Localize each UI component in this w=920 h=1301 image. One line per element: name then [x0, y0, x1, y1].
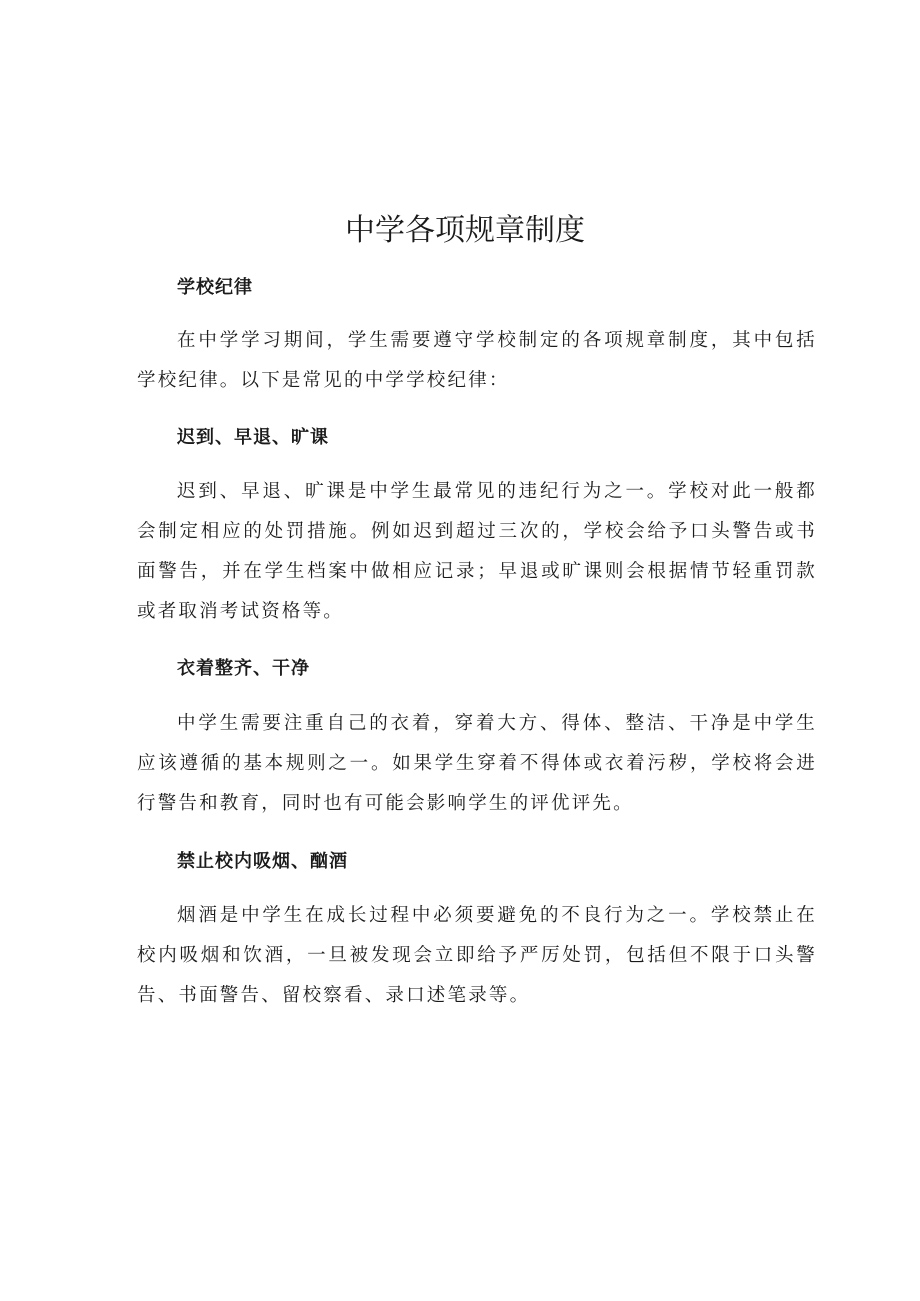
- section-paragraph-lateness: 迟到、早退、旷课是中学生最常见的违纪行为之一。学校对此一般都会制定相应的处罚措施。例如迟到超过三次的，学校会给予口头警告或书面警告，并在学生档案中做相应记录；早退或旷课则会根据情节轻重罚款或者取消考试资格等。: [137, 481, 817, 622]
- section-heading-dress-code: 衣着整齐、干净: [177, 658, 310, 679]
- section-paragraph-dress-code: 中学生需要注重自己的衣着，穿着大方、得体、整洁、干净是中学生应该遵循的基本规则之一。如果学生穿着不得体或衣着污秽，学校将会进行警告和教育，同时也有可能会影响学生的评优评先。: [137, 713, 817, 814]
- section-heading-school-discipline: 学校纪律: [177, 277, 253, 298]
- section-heading-lateness: 迟到、早退、旷课: [177, 427, 329, 448]
- section-paragraph-no-smoking-drinking: 烟酒是中学生在成长过程中必须要避免的不良行为之一。学校禁止在校内吸烟和饮酒，一旦被发现会立即给予严厉处罚，包括但不限于口头警告、书面警告、留校察看、录口述笔录等。: [137, 905, 817, 1006]
- section-paragraph-school-discipline: 在中学学习期间，学生需要遵守学校制定的各项规章制度，其中包括学校纪律。以下是常见的中学学校纪律：: [137, 330, 817, 391]
- document-title: 中学各项规章制度: [345, 213, 585, 248]
- section-heading-no-smoking-drinking: 禁止校内吸烟、酗酒: [177, 851, 348, 872]
